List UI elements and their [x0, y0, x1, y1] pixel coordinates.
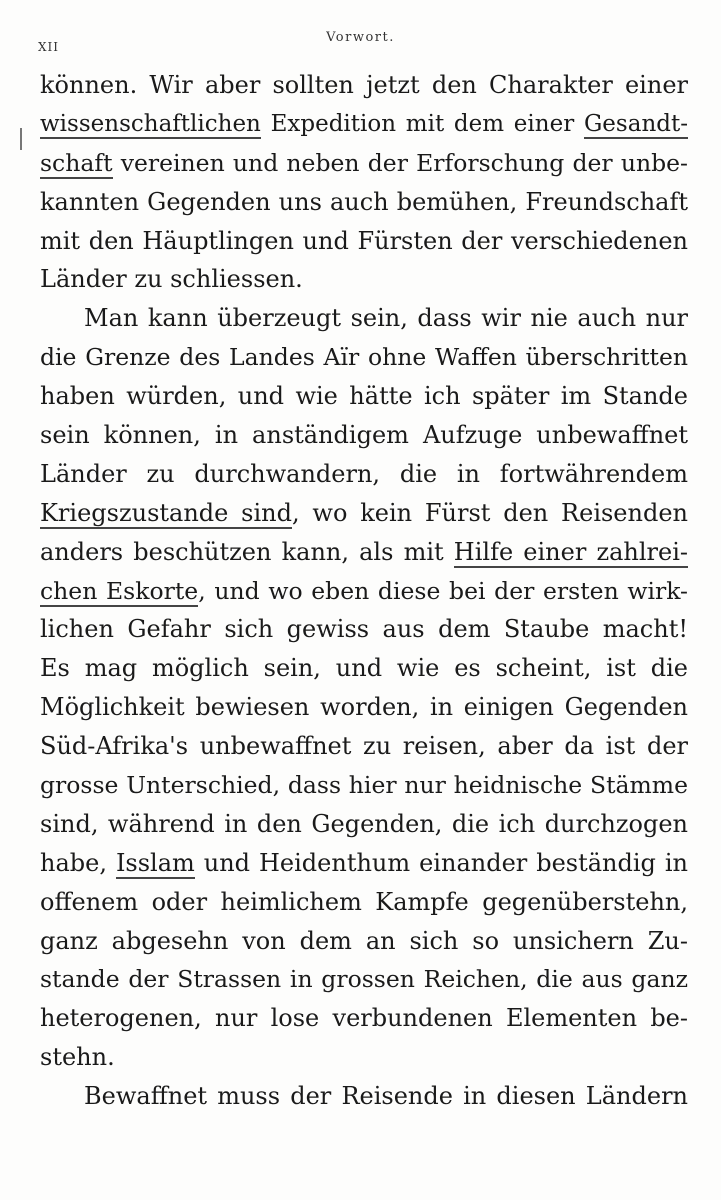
underlined-text: Gesandt- [583, 110, 688, 137]
text-line: stehn. [40, 1043, 115, 1072]
text-line [40, 144, 688, 183]
text-line: haben würden, und wie hätte ich später im Stande [40, 382, 688, 411]
text-fragment: , und wo eben diese bei der ersten wirk- [198, 576, 689, 605]
text-fragment: anders beschützen kann, als mit [40, 537, 454, 566]
text-fragment: vereinen und neben der Erforschung der unbe- [112, 148, 688, 177]
text-line: Süd-Afrika's unbewaffnet zu reisen, aber da ist der [40, 732, 688, 761]
page-number: XII [38, 40, 60, 54]
text-line: sind, während in den Gegenden, die ich durchzogen [40, 809, 688, 838]
underlined-text: wissenschaftlichen [40, 110, 261, 137]
body-text [40, 66, 688, 1116]
underlined-text: Isslam [115, 848, 195, 877]
text-fragment: und Heidenthum einander beständig in [194, 848, 689, 877]
underlined-text: Hilfe einer zahlrei- [453, 537, 689, 566]
text-line [40, 844, 688, 883]
text-fragment: habe, [40, 848, 116, 877]
text-line: Länder zu schliessen. [40, 265, 303, 294]
text-line: mit den Häuptlingen und Fürsten der verschiedenen [40, 226, 688, 255]
text-line [40, 494, 688, 533]
text-line [40, 572, 688, 611]
text-line: grosse Unterschied, dass hier nur heidnische Stämme [40, 771, 688, 800]
text-line [40, 105, 688, 144]
text-fragment: , wo kein Fürst den Reisenden [291, 498, 688, 527]
text-line: offenem oder heimlichem Kampfe gegenüberstehn, [40, 887, 688, 916]
text-line: kannten Gegenden uns auch bemühen, Freundschaft [40, 187, 688, 216]
underlined-text: Kriegszustande sind [40, 498, 292, 527]
text-line: können. Wir aber sollten jetzt den Charakter einer [40, 71, 688, 99]
text-line: Bewaffnet muss der Reisende in diesen Ländern [84, 1082, 688, 1111]
margin-mark [20, 128, 22, 150]
text-line: Möglichkeit bewiesen worden, in einigen Gegenden [40, 693, 688, 722]
text-line: sein können, in anständigem Aufzuge unbewaffnet [40, 421, 688, 450]
text-line: heterogenen, nur lose verbundenen Elementen be- [40, 1004, 688, 1033]
text-line: ganz abgesehn von dem an sich so unsichern Zu- [40, 926, 688, 955]
text-fragment: Expedition mit dem einer [260, 110, 584, 137]
text-line: lichen Gefahr sich gewiss aus dem Staube macht! [40, 615, 688, 644]
text-line [40, 533, 688, 572]
text-line: Man kann überzeugt sein, dass wir nie auch nur [84, 304, 688, 333]
text-line: stande der Strassen in grossen Reichen, die aus ganz [40, 965, 688, 994]
text-line: Länder zu durchwandern, die in fortwährendem [40, 459, 688, 488]
text-line: Es mag möglich sein, und wie es scheint, ist die [40, 654, 688, 683]
underlined-text: chen Eskorte [40, 576, 199, 605]
running-head: Vorwort. [326, 30, 395, 45]
text-line: die Grenze des Landes Aïr ohne Waffen überschritten [40, 343, 688, 372]
underlined-text: schaft [40, 148, 113, 177]
